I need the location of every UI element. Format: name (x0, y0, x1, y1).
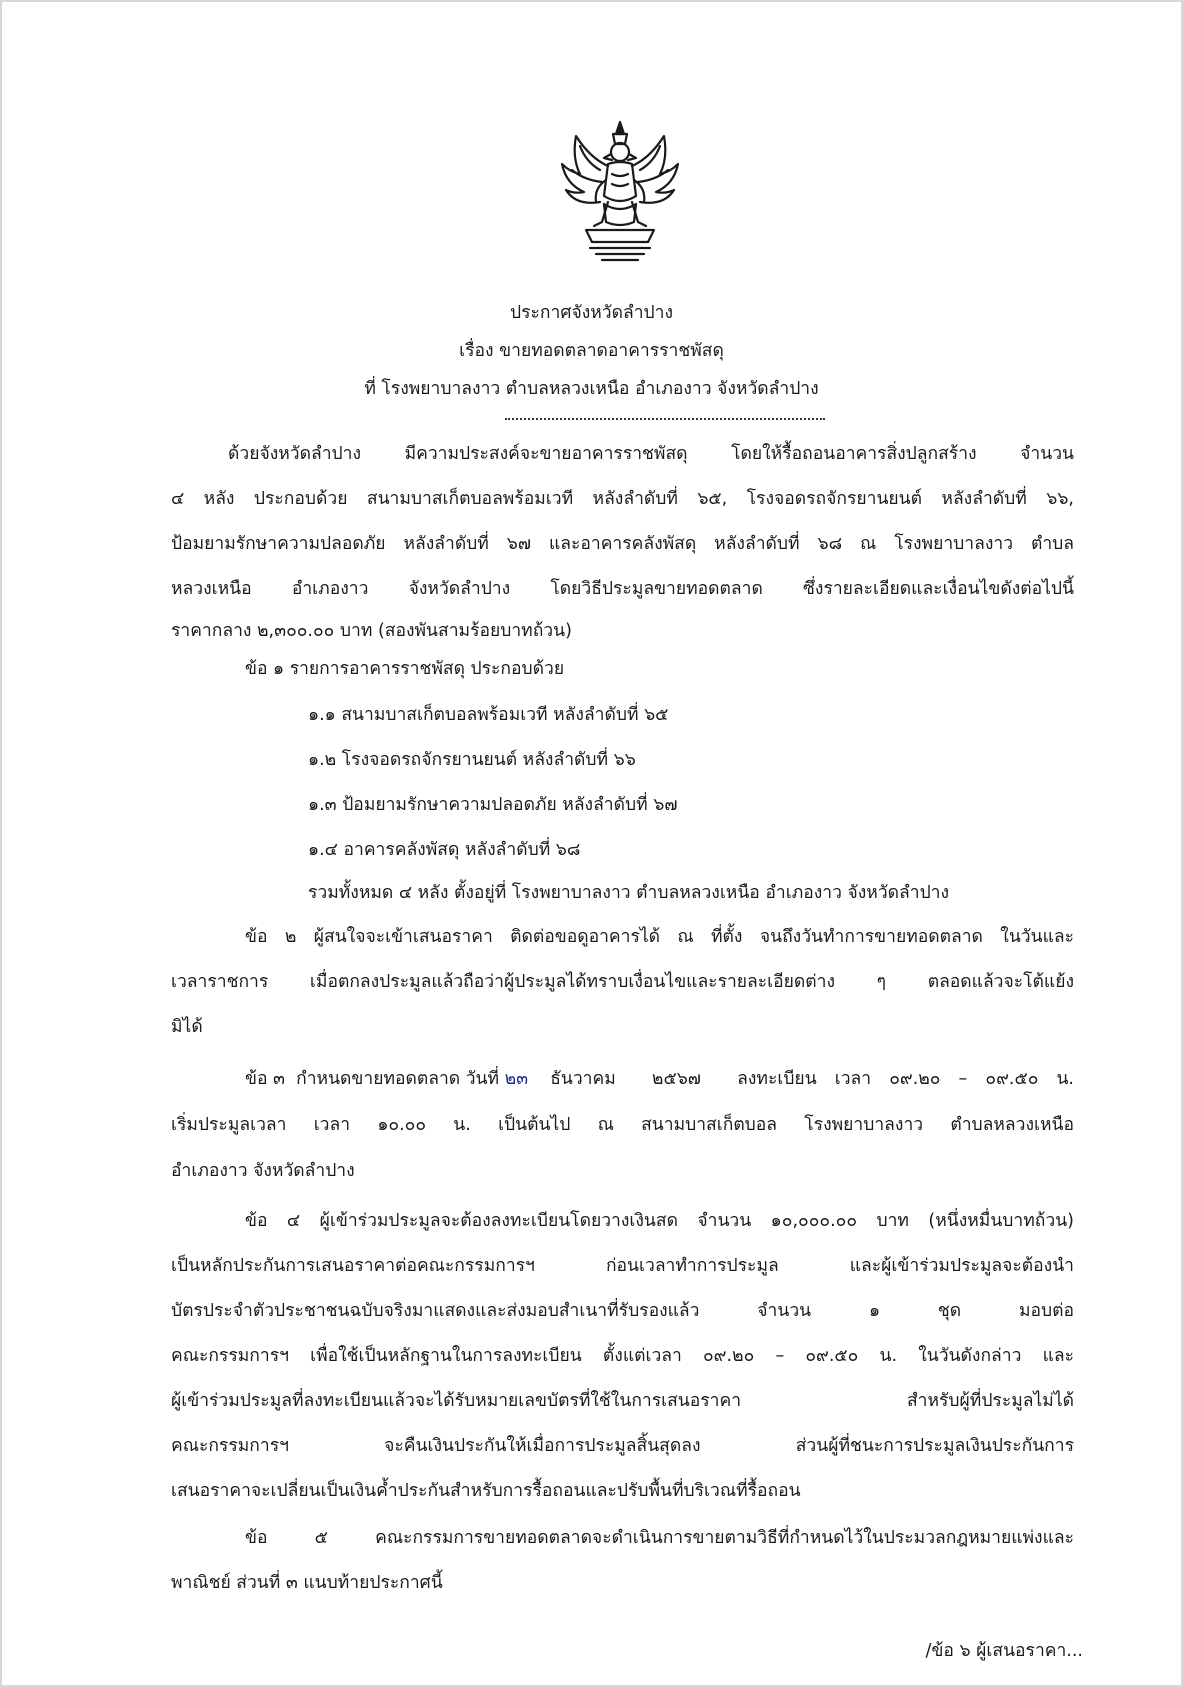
clause4-line-5: ผู้เข้าร่วมประมูลที่ลงทะเบียนแล้วจะได้รับหมายเลขบัตรที่ใช้ในการเสนอราคา สำหรับผู้ที่ประมูลไม่ได้ (171, 1391, 1074, 1411)
garuda-emblem-icon (556, 118, 684, 266)
intro-line-5: ราคากลาง ๒,๓๐๐.๐๐ บาท (สองพันสามร้อยบาทถ้วน) (171, 621, 572, 641)
clause3-line-3: อำเภองาว จังหวัดลำปาง (171, 1161, 355, 1181)
intro-line-4: หลวงเหนือ อำเภองาว จังหวัดลำปาง โดยวิธีประมูลขายทอดตลาด ซึ่งรายละเอียดและเงื่อนไขดังต่อไปนี้ (171, 579, 1074, 599)
clause1-item-2: ๑.๒ โรงจอดรถจักรยานยนต์ หลังลำดับที่ ๖๖ (308, 750, 636, 770)
announcement-title: ประกาศจังหวัดลำปาง (510, 303, 673, 323)
clause5-line-2: พาณิชย์ ส่วนที่ ๓ แนบท้ายประกาศนี้ (171, 1573, 443, 1593)
clause1-item-1: ๑.๑ สนามบาสเก็ตบอลพร้อมเวที หลังลำดับที่ ๖๕ (308, 705, 669, 725)
intro-line-3: ป้อมยามรักษาความปลอดภัย หลังลำดับที่ ๖๗ และอาคารคลังพัสดุ หลังลำดับที่ ๖๘ ณ โรงพยาบาลงาว ตำบล (171, 534, 1074, 554)
clause4-line-1: ข้อ ๔ ผู้เข้าร่วมประมูลจะต้องลงทะเบียนโดยวางเงินสด จำนวน ๑๐,๐๐๐.๐๐ บาท (หนึ่งหมื่นบาทถ้วน) (245, 1211, 1074, 1231)
clause2-line-1: ข้อ ๒ ผู้สนใจจะเข้าเสนอราคา ติดต่อขอดูอาคารได้ ณ ที่ตั้ง จนถึงวันทำการขายทอดตลาด ในวันและ (245, 927, 1074, 947)
announcement-location: ที่ โรงพยาบาลงาว ตำบลหลวงเหนือ อำเภองาว จังหวัดลำปาง (364, 379, 819, 399)
clause1-title: ข้อ ๑ รายการอาคารราชพัสดุ ประกอบด้วย (245, 659, 565, 679)
clause4-line-7: เสนอราคาจะเปลี่ยนเป็นเงินค้ำประกันสำหรับการรื้อถอนและปรับพื้นที่บริเวณที่รื้อถอน (171, 1481, 801, 1501)
clause3-handwritten-day: ๒๓ (504, 1069, 529, 1089)
clause4-line-4: คณะกรรมการฯ เพื่อใช้เป็นหลักฐานในการลงทะเบียน ตั้งแต่เวลา ๐๙.๒๐ – ๐๙.๕๐ น. ในวันดังกล่าว และ (171, 1346, 1074, 1366)
clause1-summary: รวมทั้งหมด ๔ หลัง ตั้งอยู่ที่ โรงพยาบาลงาว ตำบลหลวงเหนือ อำเภองาว จังหวัดลำปาง (308, 883, 950, 903)
intro-line-2: ๔ หลัง ประกอบด้วย สนามบาสเก็ตบอลพร้อมเวที หลังลำดับที่ ๖๕, โรงจอดรถจักรยานยนต์ หลังลำดับที่ ๖๖, (171, 489, 1074, 509)
clause2-line-3: มิได้ (171, 1017, 203, 1037)
clause3-line-2: เริ่มประมูลเวลา เวลา ๑๐.๐๐ น. เป็นต้นไป ณ สนามบาสเก็ตบอล โรงพยาบาลงาว ตำบลหลวงเหนือ (171, 1115, 1074, 1135)
clause4-line-6: คณะกรรมการฯ จะคืนเงินประกันให้เมื่อการประมูลสิ้นสุดลง ส่วนผู้ที่ชนะการประมูลเงินประกันการ (171, 1436, 1074, 1456)
clause3-date-suffix: ธันวาคม ๒๕๖๗ ลงทะเบียน เวลา ๐๙.๒๐ – ๐๙.๕๐ น. (532, 1069, 1074, 1089)
clause3-line-1 (245, 1064, 1074, 1092)
clause4-line-3: บัตรประจำตัวประชาชนฉบับจริงมาแสดงและส่งมอบสำเนาที่รับรองแล้ว จำนวน ๑ ชุด มอบต่อ (171, 1301, 1074, 1321)
intro-line-1: ด้วยจังหวัดลำปาง มีความประสงค์จะขายอาคารราชพัสดุ โดยให้รื้อถอนอาคารสิ่งปลูกสร้าง จำนวน (228, 444, 1074, 464)
announcement-subject: เรื่อง ขายทอดตลาดอาคารราชพัสดุ (459, 341, 724, 361)
clause5-line-1: ข้อ ๕ คณะกรรมการขายทอดตลาดจะดำเนินการขายตามวิธีที่กำหนดไว้ในประมวลกฎหมายแพ่งและ (245, 1528, 1074, 1548)
clause4-line-2: เป็นหลักประกันการเสนอราคาต่อคณะกรรมการฯ ก่อนเวลาทำการประมูล และผู้เข้าร่วมประมูลจะต้องนำ (171, 1256, 1074, 1276)
clause2-line-2: เวลาราชการ เมื่อตกลงประมูลแล้วถือว่าผู้ประมูลได้ทราบเงื่อนไขและรายละเอียดต่าง ๆ ตลอดแล้วจะโต้แย้ง (171, 972, 1074, 992)
clause3-date-prefix: ข้อ ๓ กำหนดขายทอดตลาด วันที่ (245, 1069, 505, 1089)
dotted-divider (505, 418, 825, 420)
clause1-item-4: ๑.๔ อาคารคลังพัสดุ หลังลำดับที่ ๖๘ (308, 840, 581, 860)
clause1-item-3: ๑.๓ ป้อมยามรักษาความปลอดภัย หลังลำดับที่ ๖๗ (308, 795, 678, 815)
continuation-marker: /ข้อ ๖ ผู้เสนอราคา... (925, 1641, 1083, 1661)
